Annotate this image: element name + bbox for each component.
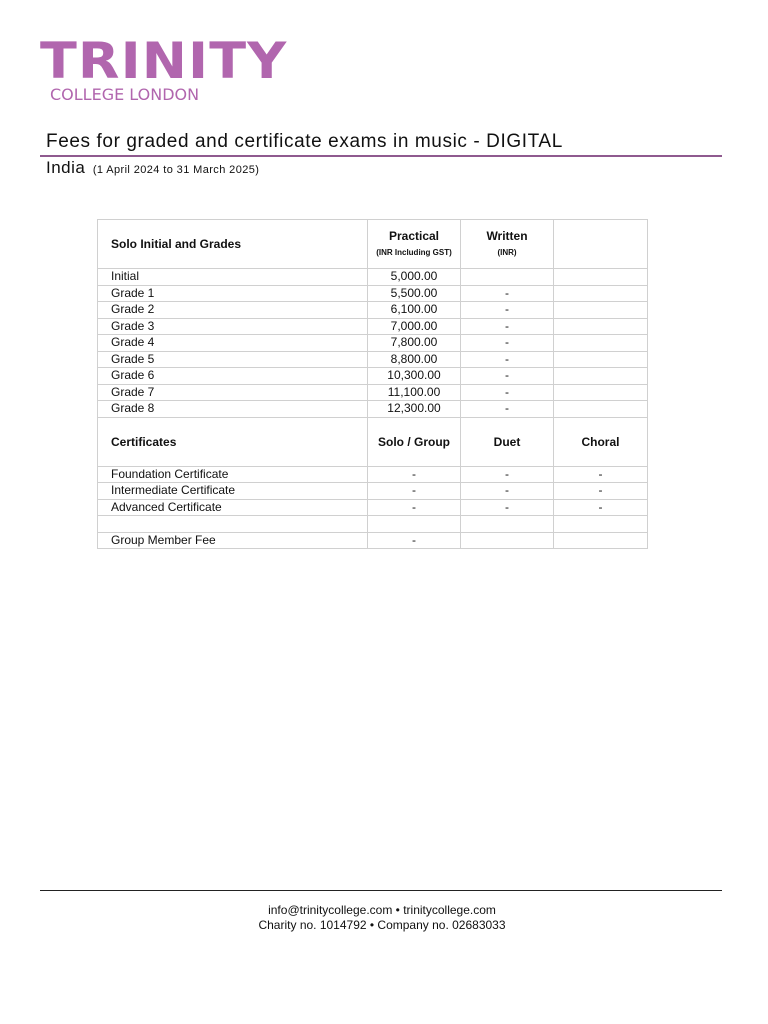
practical-header-label: Practical	[388, 228, 440, 243]
practical-fee: 8,800.00	[368, 351, 461, 368]
footer	[0, 903, 764, 933]
grade-row	[98, 351, 648, 368]
duet-header: Duet	[461, 417, 554, 466]
grade-label: Initial	[98, 269, 368, 286]
certificate-row	[98, 483, 648, 500]
duet-fee: -	[461, 466, 554, 483]
group-fee-solo: -	[368, 532, 461, 549]
grade-label: Grade 2	[98, 302, 368, 319]
footer-divider	[40, 890, 722, 891]
grade-row	[98, 318, 648, 335]
logo-subtitle: COLLEGE LONDON	[50, 85, 200, 104]
written-fee: -	[461, 318, 554, 335]
empty-cell	[461, 532, 554, 549]
period-label: (1 April 2024 to 31 March 2025)	[92, 164, 260, 176]
empty-cell	[554, 269, 648, 286]
written-fee: -	[461, 368, 554, 385]
grade-label: Grade 3	[98, 318, 368, 335]
certificate-row	[98, 466, 648, 483]
written-fee: -	[461, 384, 554, 401]
choral-fee: -	[554, 466, 648, 483]
practical-fee: 7,000.00	[368, 318, 461, 335]
written-fee: -	[461, 302, 554, 319]
grade-row	[98, 285, 648, 302]
solo-fee: -	[368, 466, 461, 483]
footer-registration: Charity no. 1014792 • Company no. 02683033	[258, 918, 506, 932]
empty-cell	[554, 302, 648, 319]
footer-contact: info@trinitycollege.com • trinitycollege.com	[268, 903, 496, 917]
grade-row	[98, 368, 648, 385]
empty-header-cell	[554, 220, 648, 269]
written-fee: -	[461, 351, 554, 368]
group-member-fee-row	[98, 532, 648, 549]
practical-fee: 7,800.00	[368, 335, 461, 352]
grade-row	[98, 401, 648, 418]
certificates-section-title: Certificates	[98, 417, 368, 466]
empty-cell	[98, 516, 368, 533]
grade-row	[98, 269, 648, 286]
empty-cell	[554, 351, 648, 368]
grades-header-row	[98, 220, 648, 269]
logo-wordmark: TRINITY	[40, 32, 288, 90]
solo-fee: -	[368, 483, 461, 500]
written-header-note: (INR)	[497, 247, 517, 257]
certificate-label: Intermediate Certificate	[98, 483, 368, 500]
page-title: Fees for graded and certificate exams in music - DIGITAL	[46, 131, 563, 152]
grade-row	[98, 335, 648, 352]
grade-label: Grade 5	[98, 351, 368, 368]
page-subtitle	[46, 158, 259, 178]
practical-fee: 11,100.00	[368, 384, 461, 401]
written-fee: -	[461, 401, 554, 418]
choral-fee: -	[554, 483, 648, 500]
blank-row	[98, 516, 648, 533]
title-divider	[40, 155, 722, 157]
empty-cell	[554, 532, 648, 549]
grade-row	[98, 302, 648, 319]
grade-label: Grade 4	[98, 335, 368, 352]
practical-fee: 5,000.00	[368, 269, 461, 286]
empty-cell	[368, 516, 461, 533]
empty-cell	[554, 384, 648, 401]
empty-cell	[554, 285, 648, 302]
grade-label: Grade 7	[98, 384, 368, 401]
empty-cell	[554, 401, 648, 418]
empty-cell	[554, 318, 648, 335]
grade-label: Grade 8	[98, 401, 368, 418]
empty-cell	[461, 516, 554, 533]
practical-fee: 12,300.00	[368, 401, 461, 418]
duet-fee: -	[461, 499, 554, 516]
solo-group-header: Solo / Group	[368, 417, 461, 466]
trinity-logo	[40, 32, 288, 104]
certificate-label: Foundation Certificate	[98, 466, 368, 483]
empty-cell	[554, 516, 648, 533]
certificate-label: Advanced Certificate	[98, 499, 368, 516]
grades-section-title: Solo Initial and Grades	[98, 220, 368, 269]
solo-fee: -	[368, 499, 461, 516]
certificates-header-row	[98, 417, 648, 466]
practical-header-note: (INR Including GST)	[376, 247, 452, 257]
grade-label: Grade 6	[98, 368, 368, 385]
group-fee-label: Group Member Fee	[98, 532, 368, 549]
grade-row	[98, 384, 648, 401]
practical-header	[368, 220, 461, 269]
practical-fee: 5,500.00	[368, 285, 461, 302]
duet-fee: -	[461, 483, 554, 500]
empty-cell	[554, 335, 648, 352]
written-header-label: Written	[486, 228, 528, 243]
country-label: India	[46, 158, 86, 177]
choral-fee: -	[554, 499, 648, 516]
grade-label: Grade 1	[98, 285, 368, 302]
written-fee: -	[461, 285, 554, 302]
choral-header: Choral	[554, 417, 648, 466]
written-header	[461, 220, 554, 269]
written-fee	[461, 269, 554, 286]
written-fee: -	[461, 335, 554, 352]
empty-cell	[554, 368, 648, 385]
fees-table	[97, 219, 648, 549]
practical-fee: 10,300.00	[368, 368, 461, 385]
practical-fee: 6,100.00	[368, 302, 461, 319]
certificate-row	[98, 499, 648, 516]
